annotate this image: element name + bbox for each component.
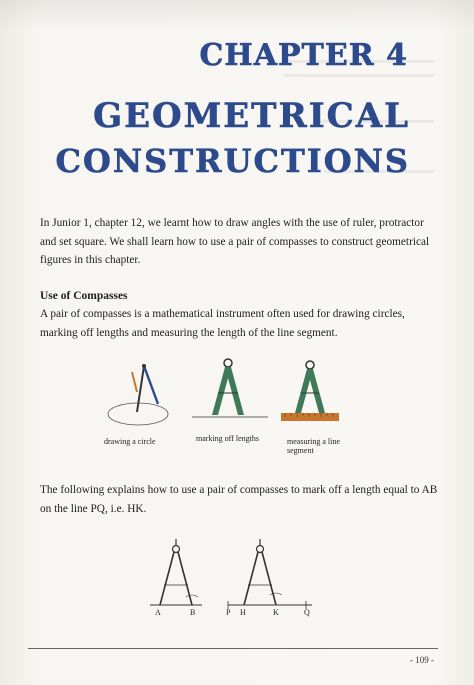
chapter-title-line2: CONSTRUCTIONS — [55, 142, 410, 180]
measuring-figure — [275, 355, 345, 430]
bleed-through-mark — [284, 74, 434, 77]
page-top-shadow — [0, 0, 474, 30]
mark-off-length-diagram — [140, 535, 320, 617]
compass-icon — [295, 361, 325, 413]
caption-marking-off: marking off lengths — [196, 434, 259, 443]
label-b: B — [190, 608, 196, 617]
arc-mark-b — [186, 595, 198, 597]
footer-rule — [28, 648, 438, 649]
compass-icon — [160, 539, 192, 605]
label-p: P — [226, 608, 231, 617]
section-heading: Use of Compasses — [40, 290, 128, 302]
compasses-paragraph: A pair of compasses is a mathematical instrument often used for drawing circles, marking off lengths and measuring the length of the line segment. — [40, 308, 405, 339]
marking-off-figure — [190, 355, 270, 425]
chapter-number-title: CHAPTER 4 — [199, 38, 408, 73]
intro-paragraph: In Junior 1, chapter 12, we learnt how to draw angles with the use of ruler, protractor and set square. We shall learn how to use a pair of compasses to construct geometrical figures in this chapter. — [40, 217, 430, 266]
page-number: - 109 - — [410, 655, 434, 665]
drawing-circle-figure — [100, 360, 190, 435]
compass-icon — [212, 359, 244, 415]
label-a: A — [155, 608, 161, 617]
explain-paragraph: The following explains how to use a pair of compasses to mark off a length equal to AB on the line PQ, i.e. HK. — [40, 484, 438, 515]
label-q: Q — [304, 608, 310, 617]
label-h: H — [240, 608, 246, 617]
caption-drawing-circle: drawing a circle — [104, 437, 156, 446]
label-k: K — [273, 608, 279, 617]
arc-mark-k — [270, 593, 282, 595]
ruler-icon — [281, 413, 339, 421]
compass-icon — [244, 539, 276, 605]
chapter-title-line1: GEOMETRICAL — [93, 96, 410, 136]
caption-measuring: measuring a line segment — [287, 437, 340, 455]
